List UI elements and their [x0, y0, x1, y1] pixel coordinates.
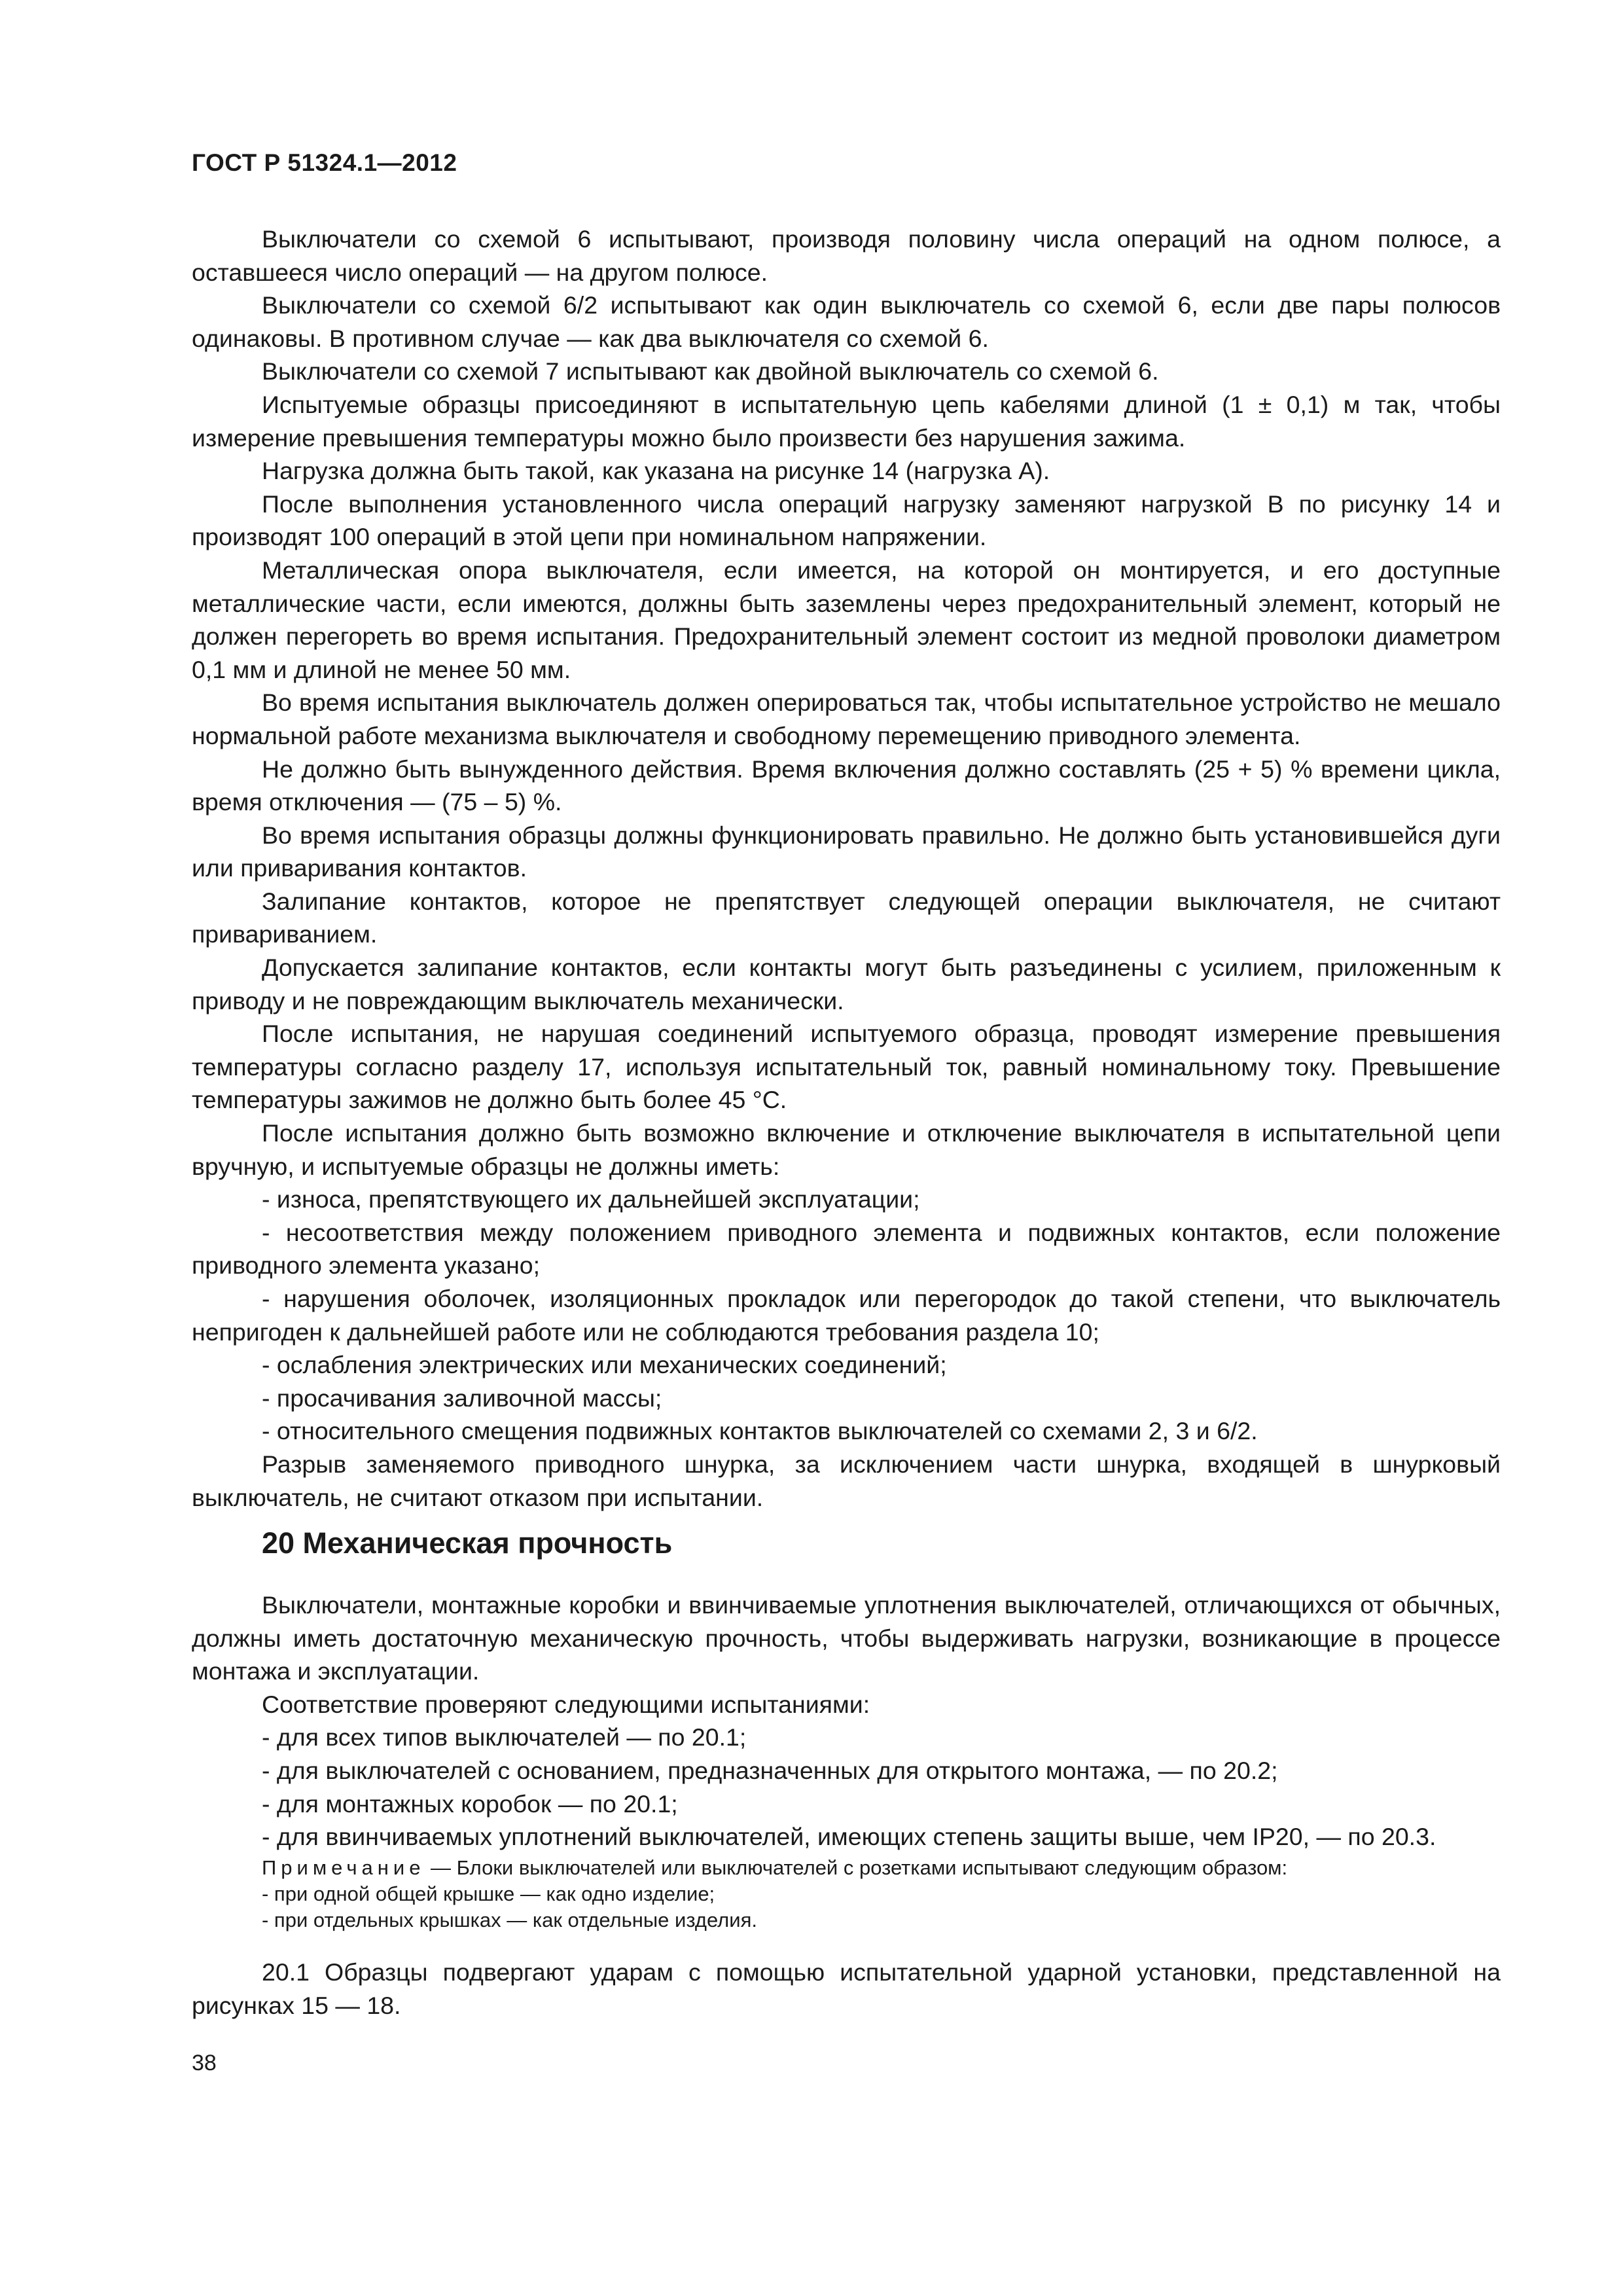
- paragraph: Разрыв заменяемого приводного шнурка, за исключением части шнурка, входящей в шнурковый выключатель, не считают отказом при испытании.: [192, 1450, 1501, 1511]
- note-line: [262, 1855, 1501, 1881]
- paragraph: Выключатели со схемой 6 испытывают, производя половину числа операций на одном полюсе, а оставшееся число операций — на другом полюсе.: [192, 225, 1501, 286]
- paragraph: Металлическая опора выключателя, если имеется, на которой он монтируется, и его доступные металлические части, если имеются, должны быть заземлены через предохранительный элемент, который не должен перегореть во время испытания. Предохранительный элемент состоит из медной проволоки диаметром 0,1 мм и длиной не менее 50 мм.: [192, 556, 1501, 683]
- clause-20-1: [192, 1956, 1501, 2022]
- paragraph: Выключатели, монтажные коробки и ввинчиваемые уплотнения выключателей, отличающихся от обычных, должны иметь достаточную механическую прочность, чтобы выдерживать нагрузки, возникающие в процессе монтажа и эксплуатации.: [192, 1591, 1501, 1685]
- paragraph: Нагрузка должна быть такой, как указана на рисунке 14 (нагрузка A).: [262, 457, 1050, 485]
- note-text: — Блоки выключателей или выключателей с розетками испытывают следующим образом:: [425, 1856, 1288, 1879]
- document-code-header: ГОСТ Р 51324.1—2012: [192, 149, 457, 176]
- note-item: - при одной общей крышке — как одно изделие;: [262, 1882, 715, 1905]
- list-item: - для ввинчиваемых уплотнений выключателей, имеющих степень защиты выше, чем IP20, — по 20.3.: [262, 1823, 1436, 1851]
- section-20-body: [192, 1588, 1501, 1854]
- paragraph: После испытания должно быть возможно включение и отключение выключателя в испытательной цепи вручную, и испытуемые образцы не должны иметь:: [192, 1119, 1501, 1180]
- list-item: - для выключателей с основанием, предназначенных для открытого монтажа, — по 20.2;: [262, 1756, 1278, 1784]
- list-item: - для монтажных коробок — по 20.1;: [262, 1789, 678, 1818]
- list-item: - нарушения оболочек, изоляционных прокладок или перегородок до такой степени, что выключатель непригоден к дальнейшей работе или не соблюдаются требования раздела 10;: [192, 1285, 1501, 1346]
- paragraph: Выключатели со схемой 6/2 испытывают как один выключатель со схемой 6, если две пары полюсов одинаковы. В противном случае — как два выключателя со схемой 6.: [192, 291, 1501, 352]
- paragraph: Во время испытания образцы должны функционировать правильно. Не должно быть установившейся дуги или приваривания контактов.: [192, 821, 1501, 882]
- list-item: - для всех типов выключателей — по 20.1;: [262, 1723, 747, 1751]
- paragraph: Во время испытания выключатель должен оперироваться так, чтобы испытательное устройство не мешало нормальной работе механизма выключателя и свободному перемещению приводного элемента.: [192, 689, 1501, 749]
- paragraph: После выполнения установленного числа операций нагрузку заменяют нагрузкой B по рисунку 14 и производят 100 операций в этой цепи при номинальном напряжении.: [192, 490, 1501, 551]
- paragraph: Допускается залипание контактов, если контакты могут быть разъединены с усилием, приложенным к приводу и не повреждающим выключатель механически.: [192, 954, 1501, 1014]
- note-label: Примечание: [262, 1856, 425, 1879]
- list-item: - относительного смещения подвижных контактов выключателей со схемами 2, 3 и 6/2.: [262, 1417, 1258, 1445]
- section-heading: 20 Механическая прочность: [262, 1526, 673, 1560]
- list-item: - износа, препятствующего их дальнейшей эксплуатации;: [262, 1185, 920, 1213]
- paragraph: Не должно быть вынужденного действия. Время включения должно составлять (25 + 5) % времени цикла, время отключения — (75 – 5) %.: [192, 755, 1501, 816]
- paragraph: После испытания, не нарушая соединений испытуемого образца, проводят измерение превышения температуры согласно разделу 17, используя испытательный ток, равный номинальному току. Превышение температуры зажимов не должно быть более 45 °C.: [192, 1020, 1501, 1114]
- clause-19-body: [192, 223, 1501, 1514]
- note-item: - при отдельных крышках — как отдельные изделия.: [262, 1909, 757, 1931]
- list-item: - ослабления электрических или механических соединений;: [262, 1351, 947, 1379]
- paragraph: Выключатели со схемой 7 испытывают как двойной выключатель со схемой 6.: [262, 357, 1159, 386]
- paragraph: 20.1 Образцы подвергают ударам с помощью испытательной ударной установки, представленной на рисунках 15 — 18.: [192, 1958, 1501, 2019]
- paragraph: Залипание контактов, которое не препятствует следующей операции выключателя, не считают привариванием.: [192, 887, 1501, 948]
- page-number: 38: [192, 2051, 217, 2075]
- paragraph: Соответствие проверяют следующими испытаниями:: [262, 1690, 870, 1718]
- list-item: - несоответствия между положением приводного элемента и подвижных контактов, если положение приводного элемента указано;: [192, 1218, 1501, 1280]
- paragraph: Испытуемые образцы присоединяют в испытательную цепь кабелями длиной (1 ± 0,1) м так, чтобы измерение превышения температуры можно было произвести без нарушения зажима.: [192, 390, 1501, 452]
- note-block: [262, 1855, 1501, 1933]
- list-item: - просачивания заливочной массы;: [262, 1384, 662, 1412]
